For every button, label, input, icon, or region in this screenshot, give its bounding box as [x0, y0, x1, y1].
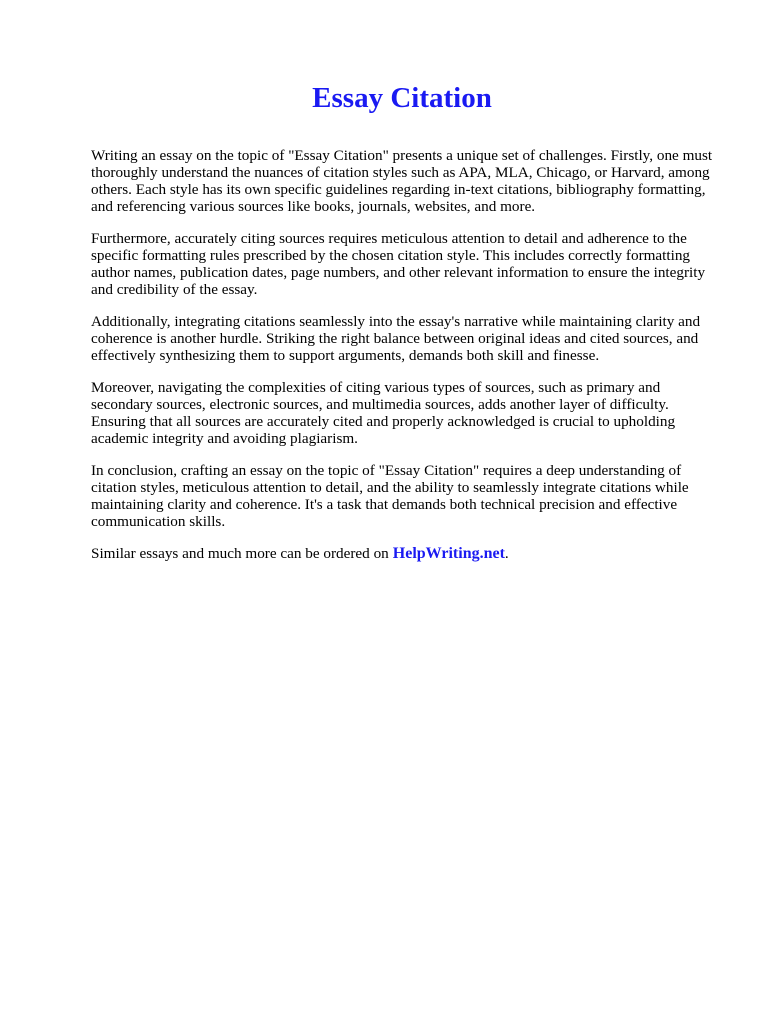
paragraph-3: Additionally, integrating citations seamlessly into the essay's narrative while maintaining clarity and coherence is another hurdle. Striking the right balance between original ideas and cited sources, and effectively synthesizing them to support arguments, demands both skill and finesse.	[91, 313, 701, 364]
order-note-suffix: .	[504, 545, 509, 562]
essay-body	[91, 147, 721, 562]
order-note-prefix: Similar essays and much more can be ordered on	[91, 545, 389, 562]
order-note	[91, 545, 721, 562]
paragraph-5: In conclusion, crafting an essay on the topic of "Essay Citation" requires a deep understanding of citation styles, meticulous attention to detail, and the ability to seamlessly integrate citations while maintaining clarity and coherence. It's a task that demands both technical precision and effective communication skills.	[91, 462, 689, 530]
paragraph-1: Writing an essay on the topic of "Essay Citation" presents a unique set of challenges. Firstly, one must thoroughly understand the nuances of citation styles such as APA, MLA, Chicago, or Harvard, among others. Each style has its own specific guidelines regarding in-text citations, bibliography formatting, and referencing various sources like books, journals, websites, and more.	[91, 147, 713, 215]
page-title: Essay Citation	[312, 82, 492, 114]
paragraph-2: Furthermore, accurately citing sources requires meticulous attention to detail and adherence to the specific formatting rules prescribed by the chosen citation style. This includes correctly formatting author names, publication dates, page numbers, and other relevant information to ensure the integrity and credibility of the essay.	[91, 230, 706, 298]
paragraph-4: Moreover, navigating the complexities of citing various types of sources, such as primary and secondary sources, electronic sources, and multimedia sources, adds another layer of difficulty. Ensuring that all sources are accurately cited and properly acknowledged is crucial to upholding academic integrity and avoiding plagiarism.	[91, 379, 676, 447]
helpwriting-link[interactable]: HelpWriting.net	[392, 545, 505, 562]
